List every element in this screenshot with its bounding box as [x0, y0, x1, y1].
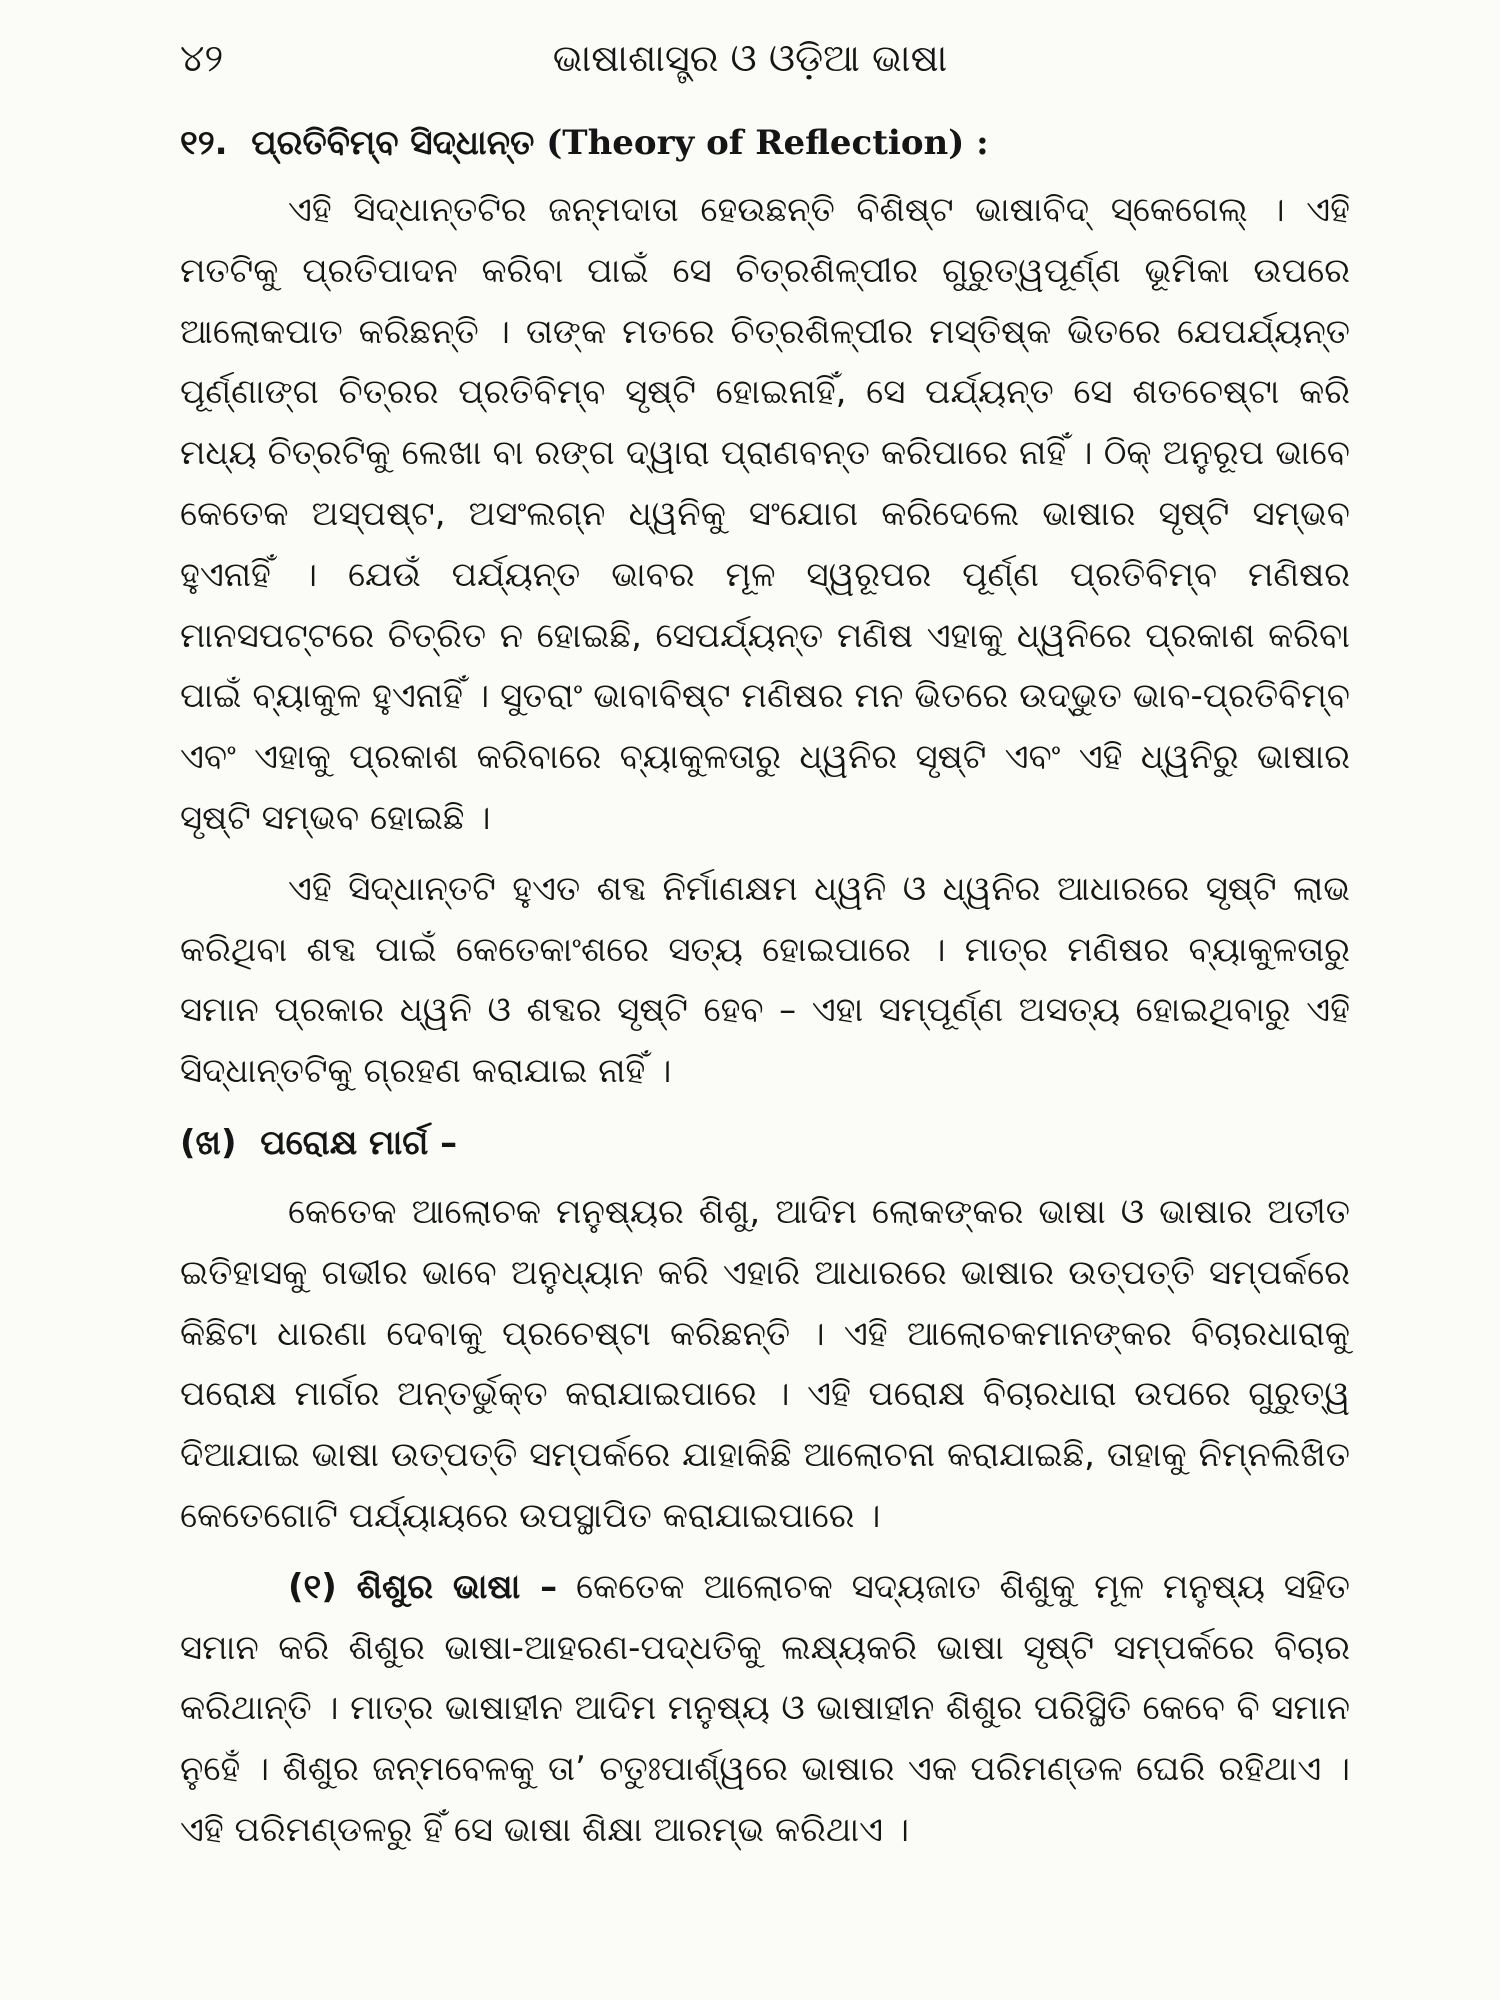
section-title: ପରୋକ୍ଷ ମାର୍ଗ – — [260, 1122, 458, 1163]
paragraph-reflection-critique: ଏହି ସିଦ୍ଧାନ୍ତଟି ହୁଏତ ଶବ୍ଦ ନିର୍ମାଣକ୍ଷମ ଧ୍ୱନି ଓ ଧ୍ୱନିର ଆଧାରରେ ସୃଷ୍ଟି ଲାଭ କରିଥିବା ଶବ୍ଦ ପାଇଁ କେତେକାଂଶରେ ସତ୍ୟ ହୋଇପାରେ । ମାତ୍ର ମଣିଷର ବ୍ୟାକୁଳତାରୁ ସମାନ ପ୍ରକାର ଧ୍ୱନି ଓ ଶବ୍ଦର ସୃଷ୍ଟି ହେବ – ଏହା ସମ୍ପୂର୍ଣ୍ଣ ଅସତ୍ୟ ହୋଇଥିବାରୁ ଏହି ସିଦ୍ଧାନ୍ତଟିକୁ ଗ୍ରହଣ କରାଯାଇ ନାହିଁ । — [180, 868, 1350, 1092]
paragraph-indirect-path: କେତେକ ଆଲୋଚକ ମନୁଷ୍ୟର ଶିଶୁ, ଆଦିମ ଲୋକଙ୍କର ଭାଷା ଓ ଭାଷାର ଅତୀତ ଇତିହାସକୁ ଗଭୀର ଭାବେ ଅନୁଧ୍ୟାନ କରି ଏହାରି ଆଧାରରେ ଭାଷାର ଉତ୍ପତ୍ତି ସମ୍ପର୍କରେ କିଛିଟା ଧାରଣା ଦେବାକୁ ପ୍ରଚେଷ୍ଟା କରିଛନ୍ତି । ଏହି ଆଲୋଚକମାନଙ୍କର ବିଚାରଧାରାକୁ ପରୋକ୍ଷ ମାର୍ଗର ଅନ୍ତର୍ଭୁକ୍ତ କରାଯାଇପାରେ । ଏହି ପରୋକ୍ଷ ବିଚାରଧାରା ଉପରେ ଗୁରୁତ୍ୱ ଦିଆଯାଇ ଭାଷା ଉତ୍ପତ୍ତି ସମ୍ପର୍କରେ ଯାହାକିଛି ଆଲୋଚନା କରାଯାଇଛି, ତାହାକୁ ନିମ୍ନଲିଖିତ କେତେଗୋଟି ପର୍ଯ୍ୟାୟରେ ଉପସ୍ଥାପିତ କରାଯାଇପାରେ । — [180, 1191, 1350, 1536]
section-number: ୧୨. — [180, 123, 228, 163]
section-label: (ଖ) — [180, 1122, 237, 1163]
running-title: ଭାଷାଶାସ୍ତ୍ର ଓ ଓଡ଼ିଆ ଭାଷା — [552, 36, 948, 80]
section-title-english: (Theory of Reflection) : — [546, 123, 989, 163]
subsection-text: କେତେକ ଆଲୋଚକ ସଦ୍ୟଜାତ ଶିଶୁକୁ ମୂଳ ମନୁଷ୍ୟ ସହିତ ସମାନ କରି ଶିଶୁର ଭାଷା-ଆହରଣ-ପଦ୍ଧତିକୁ ଲକ୍ଷ୍ୟକରି ଭାଷା ସୃଷ୍ଟି ସମ୍ପର୍କରେ ବିଚାର କରିଥାନ୍ତି । ମାତ୍ର ଭାଷାହୀନ ଆଦିମ ମନୁଷ୍ୟ ଓ ଭାଷାହୀନ ଶିଶୁର ପରିସ୍ଥିତି କେବେ ବି ସମାନ ନୁହେଁ । ଶିଶୁର ଜନ୍ମବେଳକୁ ତା’ ଚତୁଃପାର୍ଶ୍ୱରେ ଭାଷାର ଏକ ପରିମଣ୍ଡଳ ଘେରି ରହିଥାଏ । ଏହି ପରିମଣ୍ଡଳରୁ ହିଁ ସେ ଭାଷା ଶିକ୍ଷା ଆରମ୍ଭ କରିଥାଏ । — [180, 1566, 1350, 1850]
section-title-odia: ପ୍ରତିବିମ୍ବ ସିଦ୍ଧାନ୍ତ — [251, 123, 535, 163]
section-kha-heading — [180, 1112, 1350, 1174]
paragraph-child-language — [180, 1557, 1350, 1861]
section-12-heading — [180, 112, 1350, 174]
subsection-heading: (୧) ଶିଶୁର ଭାଷା – — [288, 1566, 558, 1607]
page-body — [180, 112, 1350, 1867]
page-number: ୪୨ — [180, 36, 224, 80]
paragraph-reflection-theory: ଏହି ସିଦ୍ଧାନ୍ତଟିର ଜନ୍ମଦାତା ହେଉଛନ୍ତି ବିଶିଷ୍ଟ ଭାଷାବିଦ୍ ସ୍କେଗେଲ୍ । ଏହି ମତଟିକୁ ପ୍ରତିପାଦନ କରିବା ପାଇଁ ସେ ଚିତ୍ରଶିଳ୍ପୀର ଗୁରୁତ୍ୱପୂର୍ଣ୍ଣ ଭୂମିକା ଉପରେ ଆଲୋକପାତ କରିଛନ୍ତି । ତାଙ୍କ ମତରେ ଚିତ୍ରଶିଳ୍ପୀର ମସ୍ତିଷ୍କ ଭିତରେ ଯେପର୍ଯ୍ୟନ୍ତ ପୂର୍ଣ୍ଣାଙ୍ଗ ଚିତ୍ରର ପ୍ରତିବିମ୍ବ ସୃଷ୍ଟି ହୋଇନାହିଁ, ସେ ପର୍ଯ୍ୟନ୍ତ ସେ ଶତଚେଷ୍ଟା କରି ମଧ୍ୟ ଚିତ୍ରଟିକୁ ଲେଖା ବା ରଙ୍ଗ ଦ୍ୱାରା ପ୍ରାଣବନ୍ତ କରିପାରେ ନାହିଁ । ଠିକ୍ ଅନୁରୂପ ଭାବେ କେତେକ ଅସ୍ପଷ୍ଟ, ଅସଂଲଗ୍ନ ଧ୍ୱନିକୁ ସଂଯୋଗ କରିଦେଲେ ଭାଷାର ସୃଷ୍ଟି ସମ୍ଭବ ହୁଏନାହିଁ । ଯେଉଁ ପର୍ଯ୍ୟନ୍ତ ଭାବର ମୂଳ ସ୍ୱରୂପର ପୂର୍ଣ୍ଣ ପ୍ରତିବିମ୍ବ ମଣିଷର ମାନସପଟ୍ଟରେ ଚିତ୍ରିତ ନ ହୋଇଛି, ସେପର୍ଯ୍ୟନ୍ତ ମଣିଷ ଏହାକୁ ଧ୍ୱନିରେ ପ୍ରକାଶ କରିବା ପାଇଁ ବ୍ୟାକୁଳ ହୁଏନାହିଁ । ସୁତରାଂ ଭାବାବିଷ୍ଟ ମଣିଷର ମନ ଭିତରେ ଉଦ୍‌ଭୁତ ଭାବ-ପ୍ରତିବିମ୍ବ ଏବଂ ଏହାକୁ ପ୍ରକାଶ କରିବାରେ ବ୍ୟାକୁଳତାରୁ ଧ୍ୱନିର ସୃଷ୍ଟି ଏବଂ ଏହି ଧ୍ୱନିରୁ ଭାଷାର ସୃଷ୍ଟି ସମ୍ଭବ ହୋଇଛି । — [180, 190, 1350, 838]
